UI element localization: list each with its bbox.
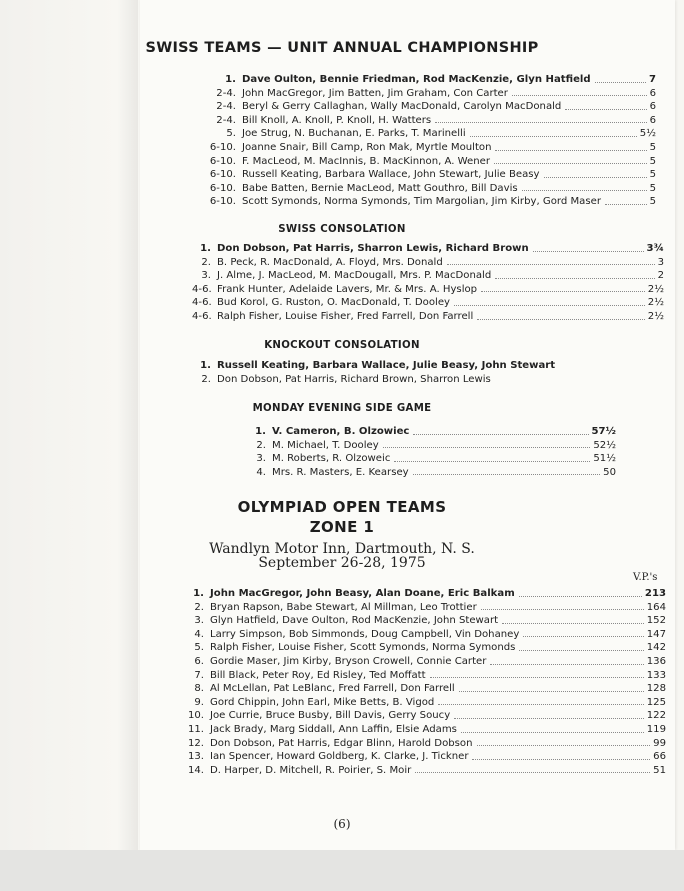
result-row bbox=[192, 296, 664, 310]
result-rank: 6-10. bbox=[209, 196, 236, 208]
olympiad-dates: September 26-28, 1975 bbox=[258, 555, 426, 571]
result-score: 125 bbox=[646, 696, 666, 708]
result-rank: 4-6. bbox=[192, 310, 212, 322]
dot-leader bbox=[454, 305, 645, 306]
dot-leader bbox=[565, 109, 646, 110]
result-rank: 2. bbox=[201, 256, 211, 268]
result-score: 7 bbox=[648, 74, 656, 85]
result-score: 133 bbox=[646, 669, 666, 681]
result-row bbox=[192, 242, 664, 256]
result-rank: 2-4. bbox=[216, 101, 236, 113]
result-row bbox=[192, 73, 656, 87]
result-players: Glyn Hatfield, Dave Oulton, Rod MacKenzie, John Stewart bbox=[210, 615, 499, 627]
result-players: Russell Keating, Barbara Wallace, Julie Beasy, John Stewart bbox=[217, 360, 556, 371]
dot-leader bbox=[481, 609, 644, 610]
dot-leader bbox=[502, 623, 644, 624]
result-players: F. MacLeod, M. MacInnis, B. MacKinnon, A. Wener bbox=[242, 155, 491, 167]
result-rank: 3. bbox=[194, 615, 204, 627]
dot-leader bbox=[522, 190, 647, 191]
result-players: Joanne Snair, Bill Camp, Ron Mak, Myrtle Moulton bbox=[242, 141, 492, 153]
result-row bbox=[182, 750, 666, 764]
result-players: John MacGregor, John Beasy, Alan Doane, Eric Balkam bbox=[210, 588, 515, 599]
result-players: Don Dobson, Pat Harris, Edgar Blinn, Harold Dobson bbox=[210, 737, 473, 749]
result-rank: 3. bbox=[256, 453, 266, 465]
result-score: 66 bbox=[653, 751, 666, 763]
result-rank: 6-10. bbox=[209, 182, 236, 194]
swiss-consolation-results bbox=[192, 242, 664, 324]
dot-leader bbox=[413, 474, 600, 475]
monday-side-game-results bbox=[250, 425, 616, 479]
result-players: M. Michael, T. Dooley bbox=[272, 439, 379, 451]
swiss-teams-title: SWISS TEAMS — UNIT ANNUAL CHAMPIONSHIP bbox=[145, 40, 539, 56]
result-players: Babe Batten, Bernie MacLeod, Matt Gouthro, Bill Davis bbox=[242, 182, 518, 194]
result-players: Don Dobson, Pat Harris, Richard Brown, Sharron Lewis bbox=[217, 373, 491, 385]
result-score: 3¾ bbox=[646, 243, 664, 254]
result-score: 122 bbox=[646, 710, 666, 722]
result-rank: 11. bbox=[187, 723, 204, 735]
swiss-consolation-title: SWISS CONSOLATION bbox=[278, 224, 406, 235]
result-score: 6 bbox=[649, 101, 656, 113]
result-row bbox=[192, 168, 656, 182]
result-row bbox=[250, 439, 616, 453]
result-score: 147 bbox=[646, 628, 666, 640]
result-rank: 3. bbox=[201, 270, 211, 282]
result-rank: 2. bbox=[256, 439, 266, 451]
result-score: 52½ bbox=[593, 439, 616, 451]
result-score: 5 bbox=[649, 155, 656, 167]
result-row bbox=[182, 601, 666, 615]
dot-leader bbox=[481, 291, 645, 292]
dot-leader bbox=[519, 596, 642, 597]
result-players: Beryl & Gerry Callaghan, Wally MacDonald, Carolyn MacDonald bbox=[242, 101, 562, 113]
result-score: 119 bbox=[646, 723, 666, 735]
result-rank: 1. bbox=[225, 74, 236, 85]
result-rank: 4-6. bbox=[192, 297, 212, 309]
result-rank: 6-10. bbox=[209, 141, 236, 153]
result-score: 51 bbox=[653, 764, 666, 776]
result-rank: 10. bbox=[187, 710, 204, 722]
result-players: Scott Symonds, Norma Symonds, Tim Margolian, Jim Kirby, Gord Maser bbox=[242, 196, 601, 208]
result-row bbox=[192, 256, 664, 270]
result-score: 5½ bbox=[639, 128, 656, 140]
result-row bbox=[182, 641, 666, 655]
dot-leader bbox=[477, 319, 645, 320]
result-rank: 5. bbox=[194, 642, 204, 654]
dot-leader bbox=[383, 447, 591, 448]
result-players: Gord Chippin, John Earl, Mike Betts, B. Vigod bbox=[210, 696, 435, 708]
result-players: Mrs. R. Masters, E. Kearsey bbox=[272, 466, 409, 478]
result-row bbox=[182, 682, 666, 696]
result-score: 142 bbox=[646, 642, 666, 654]
result-row bbox=[192, 114, 656, 128]
result-rank: 8. bbox=[194, 683, 204, 695]
result-players: John MacGregor, Jim Batten, Jim Graham, Con Carter bbox=[242, 87, 508, 99]
result-row bbox=[182, 709, 666, 723]
result-rank: 4-6. bbox=[192, 283, 212, 295]
result-players: Bud Korol, G. Ruston, O. MacDonald, T. Dooley bbox=[217, 297, 451, 309]
result-players: B. Peck, R. MacDonald, A. Floyd, Mrs. Donald bbox=[217, 256, 443, 268]
result-rank: 12. bbox=[187, 737, 204, 749]
dot-leader bbox=[495, 150, 646, 151]
result-rank: 4. bbox=[194, 628, 204, 640]
result-score: 136 bbox=[646, 655, 666, 667]
dot-leader bbox=[533, 251, 644, 252]
result-players: Gordie Maser, Jim Kirby, Bryson Crowell, Connie Carter bbox=[210, 655, 487, 667]
result-players: Russell Keating, Barbara Wallace, John Stewart, Julie Beasy bbox=[242, 169, 540, 181]
page-number: (6) bbox=[333, 817, 351, 831]
result-score: 213 bbox=[644, 588, 666, 599]
result-row bbox=[192, 359, 592, 373]
dot-leader bbox=[459, 691, 644, 692]
result-players: M. Roberts, R. Olzoweic bbox=[272, 453, 391, 465]
result-rank: 2-4. bbox=[216, 87, 236, 99]
knockout-consolation-title: KNOCKOUT CONSOLATION bbox=[264, 340, 420, 351]
result-row bbox=[192, 310, 664, 324]
result-players: Bryan Rapson, Babe Stewart, Al Millman, Leo Trottier bbox=[210, 601, 477, 613]
dot-leader bbox=[430, 677, 644, 678]
result-players: Bill Knoll, A. Knoll, P. Knoll, H. Watters bbox=[242, 114, 432, 126]
result-row bbox=[182, 764, 666, 778]
result-players: Joe Strug, N. Buchanan, E. Parks, T. Marinelli bbox=[242, 128, 466, 140]
vp-column-label: V.P.'s bbox=[633, 572, 658, 583]
result-row bbox=[192, 141, 656, 155]
result-score: 5 bbox=[649, 141, 656, 153]
olympiad-title: OLYMPIAD OPEN TEAMS bbox=[237, 498, 447, 516]
result-score: 51½ bbox=[593, 453, 616, 465]
result-row bbox=[250, 466, 616, 480]
result-rank: 6-10. bbox=[209, 155, 236, 167]
result-score: 5 bbox=[649, 196, 656, 208]
result-row bbox=[182, 737, 666, 751]
result-rank: 7. bbox=[194, 669, 204, 681]
result-score: 6 bbox=[649, 114, 656, 126]
result-score: 128 bbox=[646, 683, 666, 695]
swiss-teams-results bbox=[192, 73, 656, 209]
result-rank: 6. bbox=[194, 655, 204, 667]
result-players: Jack Brady, Marg Siddall, Ann Laffin, Elsie Adams bbox=[210, 723, 457, 735]
result-players: V. Cameron, B. Olzowiec bbox=[272, 426, 410, 437]
result-players: Don Dobson, Pat Harris, Sharron Lewis, Richard Brown bbox=[217, 243, 529, 254]
dot-leader bbox=[605, 204, 647, 205]
result-score: 57½ bbox=[591, 426, 616, 437]
dot-leader bbox=[494, 163, 647, 164]
result-rank: 5. bbox=[226, 128, 236, 140]
result-row bbox=[192, 100, 656, 114]
dot-leader bbox=[544, 177, 647, 178]
result-score: 6 bbox=[649, 87, 656, 99]
dot-leader bbox=[470, 136, 637, 137]
dot-leader bbox=[472, 759, 650, 760]
result-row bbox=[192, 195, 656, 209]
result-players: Larry Simpson, Bob Simmonds, Doug Campbell, Vin Dohaney bbox=[210, 628, 520, 640]
result-score: 2½ bbox=[647, 283, 664, 295]
result-rank: 1. bbox=[200, 243, 211, 254]
result-row bbox=[192, 155, 656, 169]
result-score: 50 bbox=[603, 466, 616, 478]
result-score: 152 bbox=[646, 615, 666, 627]
result-rank: 1. bbox=[193, 588, 204, 599]
result-score: 2½ bbox=[647, 310, 664, 322]
dot-leader bbox=[523, 636, 643, 637]
dot-leader bbox=[490, 664, 643, 665]
result-row bbox=[182, 628, 666, 642]
result-rank: 9. bbox=[194, 696, 204, 708]
dot-leader bbox=[447, 264, 655, 265]
result-score: 2½ bbox=[647, 297, 664, 309]
dot-leader bbox=[461, 732, 644, 733]
olympiad-venue: Wandlyn Motor Inn, Dartmouth, N. S. bbox=[209, 541, 475, 557]
result-row bbox=[182, 655, 666, 669]
result-row bbox=[192, 373, 592, 387]
result-row bbox=[192, 283, 664, 297]
result-rank: 2. bbox=[201, 373, 211, 385]
result-players: Joe Currie, Bruce Busby, Bill Davis, Gerry Soucy bbox=[210, 710, 451, 722]
dot-leader bbox=[438, 704, 643, 705]
result-row bbox=[182, 696, 666, 710]
result-rank: 4. bbox=[256, 466, 266, 478]
result-row bbox=[192, 182, 656, 196]
result-row bbox=[250, 425, 616, 439]
result-row bbox=[182, 614, 666, 628]
result-score: 3 bbox=[657, 256, 664, 268]
result-rank: 14. bbox=[187, 764, 204, 776]
result-score: 2 bbox=[657, 270, 664, 282]
result-row bbox=[182, 669, 666, 683]
result-score: 164 bbox=[646, 601, 666, 613]
result-score: 5 bbox=[649, 169, 656, 181]
result-players: Bill Black, Peter Roy, Ed Risley, Ted Moffatt bbox=[210, 669, 426, 681]
dot-leader bbox=[519, 650, 643, 651]
result-score: 5 bbox=[649, 182, 656, 194]
result-row bbox=[182, 723, 666, 737]
result-rank: 2-4. bbox=[216, 114, 236, 126]
result-row bbox=[192, 269, 664, 283]
result-rank: 1. bbox=[200, 360, 211, 371]
result-players: J. Alme, J. MacLeod, M. MacDougall, Mrs. P. MacDonald bbox=[217, 270, 492, 282]
result-players: Al McLellan, Pat LeBlanc, Fred Farrell, Don Farrell bbox=[210, 683, 455, 695]
dot-leader bbox=[413, 434, 588, 435]
dot-leader bbox=[454, 718, 644, 719]
result-players: D. Harper, D. Mitchell, R. Poirier, S. Moir bbox=[210, 764, 412, 776]
monday-side-game-title: MONDAY EVENING SIDE GAME bbox=[252, 403, 432, 414]
knockout-consolation-results bbox=[192, 359, 592, 386]
result-rank: 6-10. bbox=[209, 169, 236, 181]
dot-leader bbox=[394, 461, 590, 462]
book-spine-margin bbox=[0, 0, 138, 891]
result-row bbox=[192, 127, 656, 141]
result-row bbox=[182, 587, 666, 601]
result-players: Ralph Fisher, Louise Fisher, Scott Symonds, Norma Symonds bbox=[210, 642, 516, 654]
result-row bbox=[192, 87, 656, 101]
result-players: Ian Spencer, Howard Goldberg, K. Clarke, J. Tickner bbox=[210, 751, 469, 763]
result-players: Ralph Fisher, Louise Fisher, Fred Farrell, Don Farrell bbox=[217, 310, 474, 322]
result-rank: 1. bbox=[255, 426, 266, 437]
result-score: 99 bbox=[653, 737, 666, 749]
olympiad-results bbox=[182, 587, 666, 777]
dot-leader bbox=[415, 772, 650, 773]
result-rank: 13. bbox=[187, 751, 204, 763]
dot-leader bbox=[595, 82, 646, 83]
dot-leader bbox=[495, 278, 654, 279]
dot-leader bbox=[512, 95, 647, 96]
dot-leader bbox=[435, 122, 646, 123]
dot-leader bbox=[477, 745, 651, 746]
result-rank: 2. bbox=[194, 601, 204, 613]
result-row bbox=[250, 452, 616, 466]
scan-bottom-edge bbox=[0, 850, 684, 891]
result-players: Dave Oulton, Bennie Friedman, Rod MacKenzie, Glyn Hatfield bbox=[242, 74, 591, 85]
olympiad-zone: ZONE 1 bbox=[309, 518, 375, 536]
result-players: Frank Hunter, Adelaide Lavers, Mr. & Mrs. A. Hyslop bbox=[217, 283, 478, 295]
